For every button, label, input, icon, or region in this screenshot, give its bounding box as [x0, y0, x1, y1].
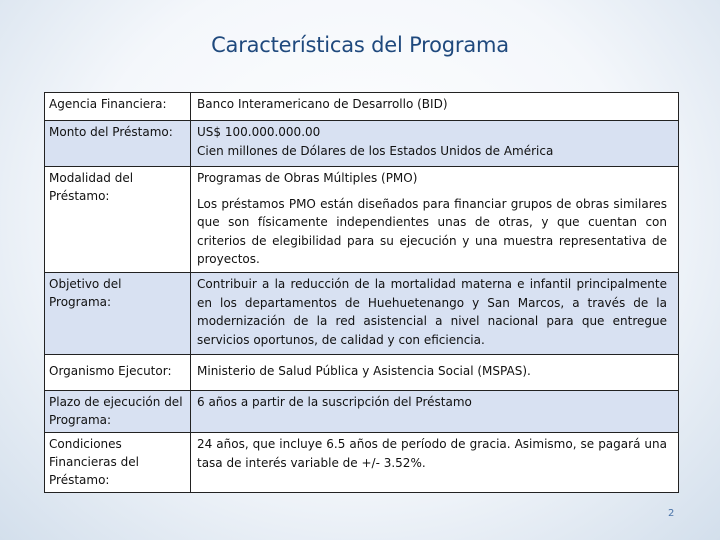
value-line: 24 años, que incluye 6.5 años de período de gracia. Asimismo, se pagará una tasa de interés variable de +/- 3.52%.: [197, 437, 667, 470]
value-line: Programas de Obras Múltiples (PMO): [197, 171, 418, 185]
value-line: Los préstamos PMO están diseñados para financiar grupos de obras similares que son físicamente independientes unas de otras, y que cuentan con criterios de elegibilidad para su ejecución y una muestra representativa de proyectos.: [197, 196, 667, 266]
row-value: [190, 433, 679, 492]
row-value: [190, 121, 679, 166]
value-line: Cien millones de Dólares de los Estados Unidos de América: [197, 143, 554, 158]
row-value: [190, 167, 679, 272]
value-line: Banco Interamericano de Desarrollo (BID): [197, 97, 448, 111]
row-label: Objetivo del Programa:: [44, 273, 190, 354]
row-value: [190, 355, 679, 390]
row-label: Agencia Financiera:: [44, 93, 190, 120]
value-line: 6 años a partir de la suscripción del Préstamo: [197, 395, 472, 409]
value-line: Ministerio de Salud Pública y Asistencia Social (MSPAS).: [197, 364, 531, 378]
table-row-condiciones: [44, 433, 679, 493]
table-row-agencia: [44, 93, 679, 121]
row-label: Plazo de ejecución del Programa:: [44, 391, 190, 432]
value-line: US$ 100.000.000.00: [197, 125, 321, 139]
row-value: [190, 391, 679, 432]
table-row-modalidad: [44, 167, 679, 273]
table-row-objetivo: [44, 273, 679, 355]
row-label: Modalidad del Préstamo:: [44, 167, 190, 272]
row-value: [190, 273, 679, 354]
table-row-plazo: [44, 391, 679, 433]
page-number: 2: [668, 508, 675, 519]
page-title: Características del Programa: [211, 33, 509, 57]
table-row-monto: [44, 121, 679, 167]
row-label: Monto del Préstamo:: [44, 121, 190, 166]
program-table: [44, 92, 679, 493]
row-label: Organismo Ejecutor:: [44, 355, 190, 390]
row-label: Condiciones Financieras del Préstamo:: [44, 433, 190, 492]
table-row-organismo: [44, 355, 679, 391]
value-line: Contribuir a la reducción de la mortalidad materna e infantil principalmente en los departamentos de Huehuetenango y San Marcos, a través de la modernización de la red asistencial a nivel nacional para que entregue servicios oportunos, de calidad y con eficiencia.: [197, 277, 667, 347]
row-value: [190, 93, 679, 120]
